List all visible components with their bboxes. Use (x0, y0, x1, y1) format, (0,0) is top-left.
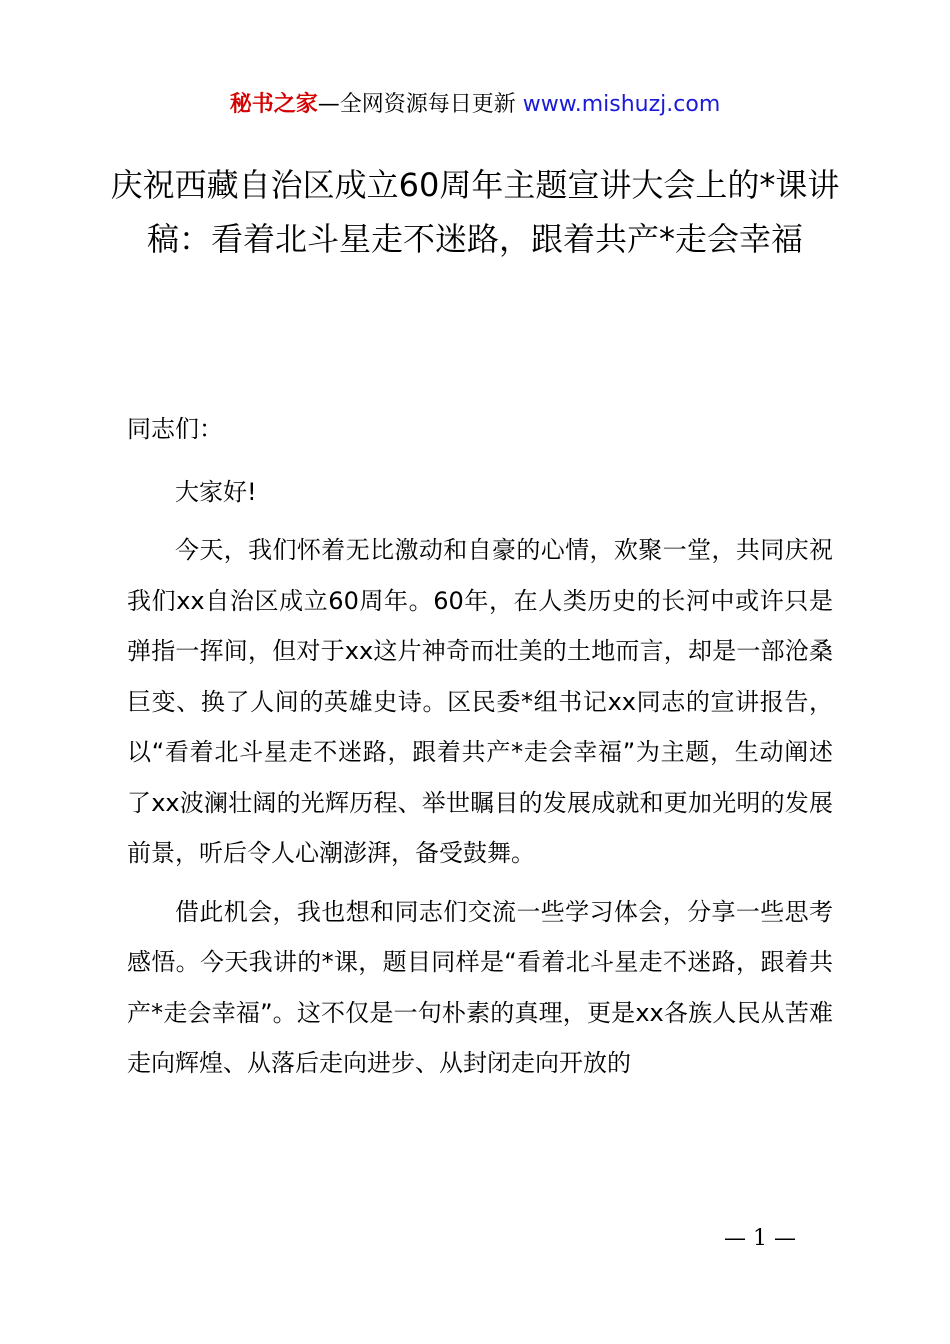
site-header (0, 88, 950, 122)
site-tagline: —全网资源每日更新 (317, 92, 523, 117)
site-brand: 秘书之家 (229, 92, 318, 117)
document-body (127, 404, 833, 1089)
paragraph: 借此机会，我也想和同志们交流一些学习体会，分享一些思考感悟。今天我讲的*课，题目同样是“看着北斗星走不迷路，跟着共产*走会幸福”。这不仅是一句朴素的真理，更是xx各族人民从苦难走向辉煌、从落后走向进步、从封闭走向开放的 (127, 897, 833, 1077)
paragraph: 今天，我们怀着无比激动和自豪的心情，欢聚一堂，共同庆祝我们xx自治区成立60周年。60年，在人类历史的长河中或许只是弹指一挥间，但对于xx这片神奇而壮美的土地而言，却是一部沧桑巨变、换了人间的英雄史诗。区民委*组书记xx同志的宣讲报告，以“看着北斗星走不迷路，跟着共产*走会幸福”为主题，生动阐述了xx波澜壮阔的光辉历程、举世瞩目的发展成就和更加光明的发展前景，听后令人心潮澎湃，备受鼓舞。 (127, 536, 833, 867)
salutation: 同志们： (127, 415, 223, 443)
greeting: 大家好! (175, 477, 257, 506)
document-title: 庆祝西藏自治区成立60周年主题宣讲大会上的*课讲稿：看着北斗星走不迷路，跟着共产*走会幸福 (110, 166, 840, 258)
site-url-link[interactable]: www.mishuzj.com (522, 92, 721, 117)
page-number: — 1 — (724, 1226, 796, 1251)
